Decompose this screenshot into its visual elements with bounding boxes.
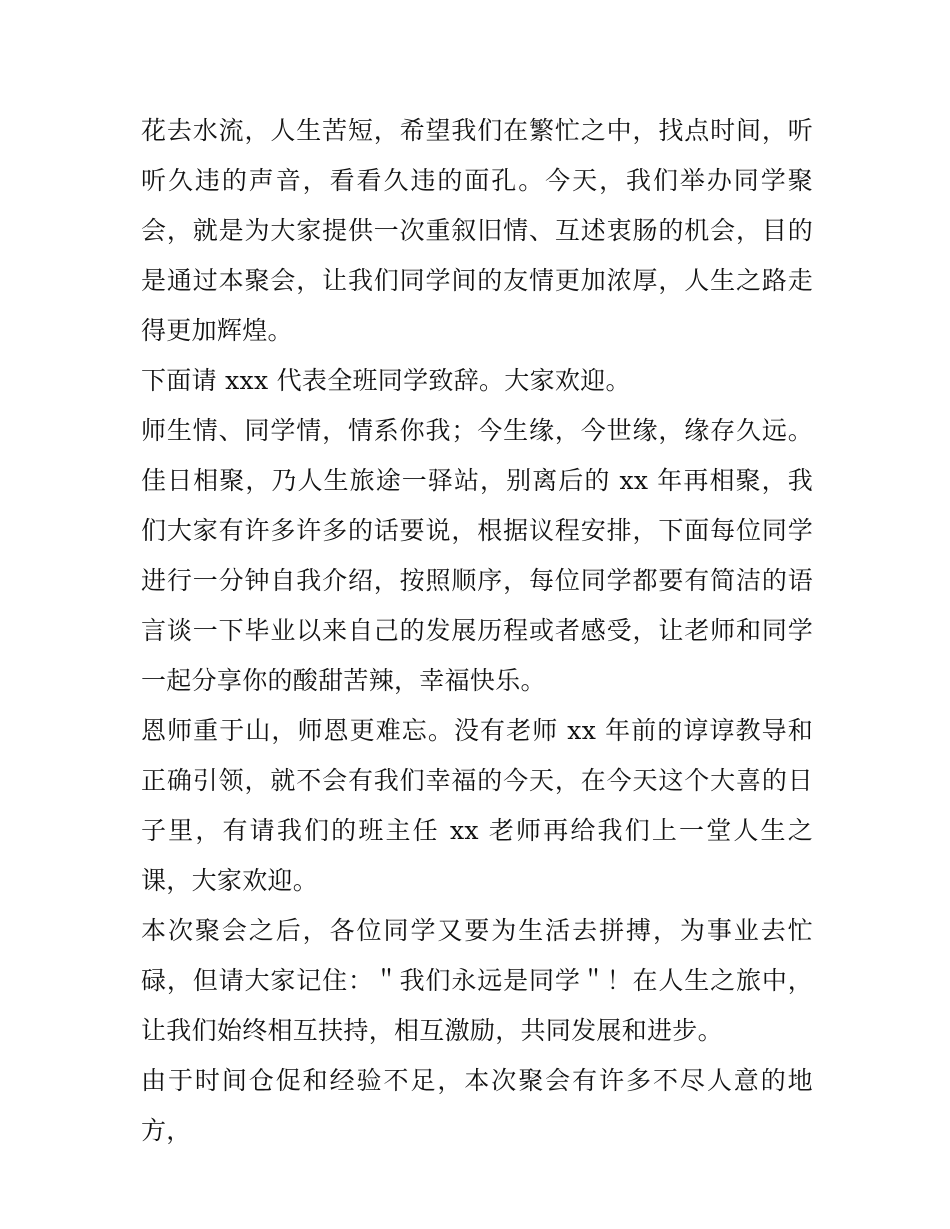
paragraph-1: 花去水流，人生苦短，希望我们在繁忙之中，找点时间，听听久违的声音，看看久违的面孔。今天，我们举办同学聚会，就是为大家提供一次重叙旧情、互述衷肠的机会，目的是通过本聚会，让我们同学间的友情更加浓厚，人生之路走得更加辉煌。 bbox=[141, 116, 813, 345]
document-body bbox=[141, 106, 813, 1156]
paragraph-4: 恩师重于山，师恩更难忘。没有老师 xx 年前的谆谆教导和正确引领，就不会有我们幸福的今天，在今天这个大喜的日子里，有请我们的班主任 xx 老师再给我们上一堂人生之课，大家欢迎。 bbox=[141, 716, 813, 895]
paragraph-5: 本次聚会之后，各位同学又要为生活去拼搏，为事业去忙碌，但请大家记住：＂我们永远是同学＂！在人生之旅中，让我们始终相互扶持，相互激励，共同发展和进步。 bbox=[141, 916, 813, 1045]
paragraph-3: 师生情、同学情，情系你我；今生缘，今世缘，缘存久远。佳日相聚，乃人生旅途一驿站，别离后的 xx 年再相聚，我们大家有许多许多的话要说，根据议程安排，下面每位同学进行一分钟自我介绍，按照顺序，每位同学都要有简洁的语言谈一下毕业以来自己的发展历程或者感受，让老师和同学一起分享你的酸甜苦辣，幸福快乐。 bbox=[141, 416, 813, 695]
paragraph-6: 由于时间仓促和经验不足，本次聚会有许多不尽人意的地方， bbox=[141, 1066, 813, 1145]
paragraph-2: 下面请 xxx 代表全班同学致辞。大家欢迎。 bbox=[141, 366, 631, 395]
